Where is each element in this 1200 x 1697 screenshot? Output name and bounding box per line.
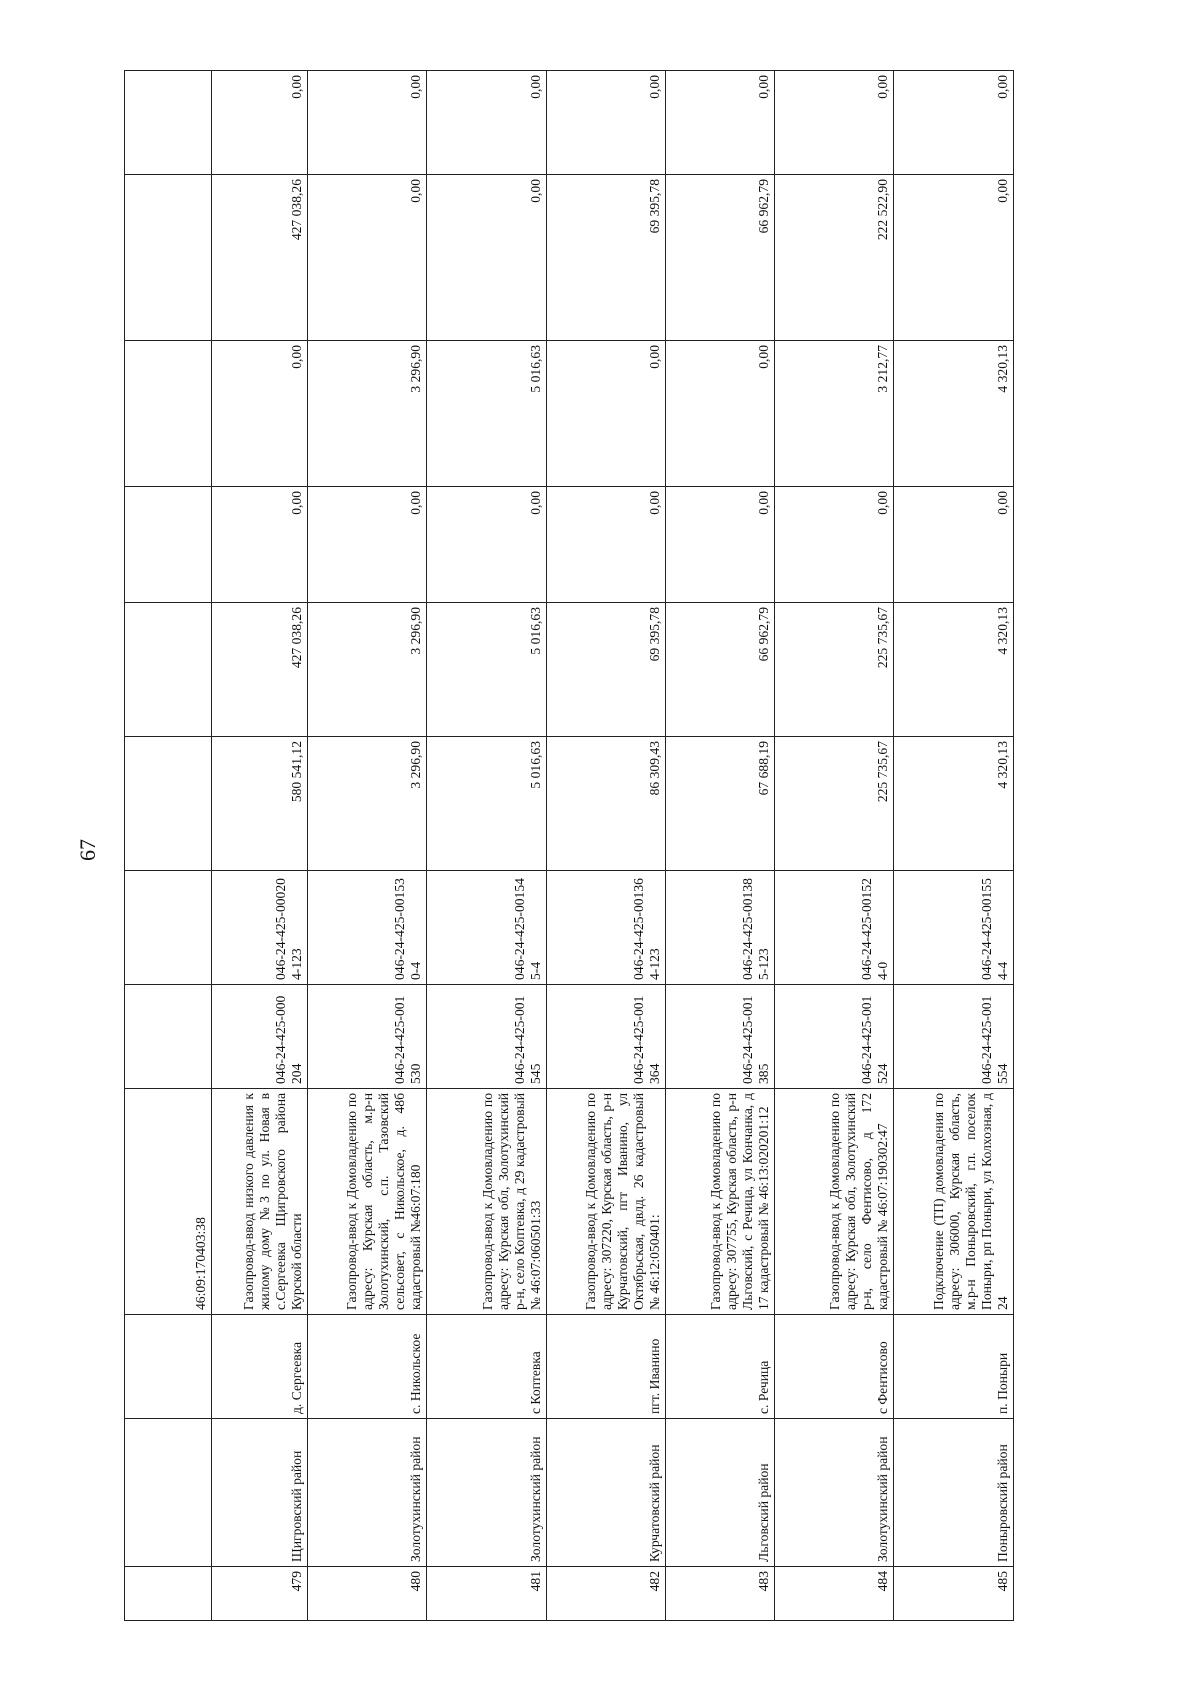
- cell-value-1: 5 016,63: [427, 737, 547, 871]
- cell-value-4: 5 016,63: [427, 341, 547, 487]
- cell-value-6: 0,00: [894, 71, 1014, 175]
- cell-value-6: 0,00: [427, 71, 547, 175]
- cell-value-4: 3 212,77: [774, 341, 894, 487]
- cell-value-1: 4 320,13: [894, 737, 1014, 871]
- cell-object-code: 046-24-425-000204-123: [211, 871, 307, 985]
- cell-value-4: 0,00: [666, 341, 775, 487]
- cell-value-6: 0,00: [666, 71, 775, 175]
- cell-value-2: 4 320,13: [894, 603, 1014, 737]
- table-row: [427, 71, 547, 1621]
- asset-register-table: [124, 70, 1014, 1621]
- cell-empty: [125, 737, 212, 871]
- cell-description: Газопровод-ввод к Домовладению по адресу: Курская обл, Золотухинский р-н, село Фентисово, д 172 кадастровый № 46:07:190302:47: [774, 1089, 894, 1315]
- cell-value-6: 0,00: [307, 71, 427, 175]
- rotated-table-container: [124, 71, 1014, 1621]
- cell-value-3: 0,00: [774, 487, 894, 603]
- cell-value-3: 0,00: [211, 487, 307, 603]
- cell-description: Газопровод-ввод к Домовладению по адресу: 307220, Курская область, р-н Курчатовский, пгт Иванино, ул Октябрьская, двлд. 26 кадастровый № 46:12:050401:: [546, 1089, 666, 1315]
- table-row: [774, 71, 894, 1621]
- cell-value-5: 0,00: [307, 175, 427, 341]
- cell-number: 482: [546, 1567, 666, 1621]
- cell-value-1: 86 309,43: [546, 737, 666, 871]
- cell-value-5: 222 522,90: [774, 175, 894, 341]
- cell-value-2: 3 296,90: [307, 603, 427, 737]
- cell-value-1: 580 541,12: [211, 737, 307, 871]
- cell-empty: [125, 487, 212, 603]
- table-row: [211, 71, 307, 1621]
- cell-number: 481: [427, 1567, 547, 1621]
- table-row: [894, 71, 1014, 1621]
- cell-value-3: 0,00: [307, 487, 427, 603]
- cell-value-3: 0,00: [894, 487, 1014, 603]
- cell-object-code: 046-24-425-001545-4: [427, 871, 547, 985]
- cell-empty: [125, 341, 212, 487]
- cell-object-code: 046-24-425-001524-0: [774, 871, 894, 985]
- cell-district: Курчатовский район: [546, 1419, 666, 1567]
- cell-value-5: 0,00: [894, 175, 1014, 341]
- cell-district: Льговский район: [666, 1419, 775, 1567]
- cell-value-1: 225 735,67: [774, 737, 894, 871]
- cell-inventory-number: 046-24-425-001364: [546, 985, 666, 1089]
- cell-value-1: 3 296,90: [307, 737, 427, 871]
- cell-value-6: 0,00: [211, 71, 307, 175]
- cell-description: Газопровод-ввод к Домовладению по адресу: 307755, Курская область, р-н Льговский, с Речица, ул Кончанка, д 17 кадастровый № 46:13:020201:12: [666, 1089, 775, 1315]
- cell-value-2: 427 038,26: [211, 603, 307, 737]
- cell-value-5: 427 038,26: [211, 175, 307, 341]
- cell-inventory-number: 046-24-425-000204: [211, 985, 307, 1089]
- cell-settlement: пгт. Иванино: [546, 1315, 666, 1419]
- cell-value-2: 69 395,78: [546, 603, 666, 737]
- cell-settlement: с Фентисово: [774, 1315, 894, 1419]
- cell-empty: [125, 175, 212, 341]
- cell-settlement: с Коптевка: [427, 1315, 547, 1419]
- cell-value-5: 0,00: [427, 175, 547, 341]
- cell-number: 485: [894, 1567, 1014, 1621]
- cell-value-4: 0,00: [546, 341, 666, 487]
- cell-number: 479: [211, 1567, 307, 1621]
- cell-value-6: 0,00: [774, 71, 894, 175]
- cell-description: Газопровод-ввод к Домовладению по адресу: Курская область, м.р-н Золотухинский, с.п. Тазовский сельсовет, с Никольское, д. 48б кадастровый №46:07:180: [307, 1089, 427, 1315]
- cell-object-code: 046-24-425-001554-4: [894, 871, 1014, 985]
- cell-value-4: 4 320,13: [894, 341, 1014, 487]
- cell-empty: [125, 71, 212, 175]
- cell-value-2: 66 962,79: [666, 603, 775, 737]
- cell-number: 484: [774, 1567, 894, 1621]
- cell-value-3: 0,00: [666, 487, 775, 603]
- cell-value-4: 3 296,90: [307, 341, 427, 487]
- cell-district: Золотухинский район: [427, 1419, 547, 1567]
- cell-value-4: 0,00: [211, 341, 307, 487]
- cell-value-3: 0,00: [427, 487, 547, 603]
- table-row-continued: [125, 71, 212, 1621]
- cell-settlement: п. Поныри: [894, 1315, 1014, 1419]
- cell-district: Поныровский район: [894, 1419, 1014, 1567]
- cell-value-2: 5 016,63: [427, 603, 547, 737]
- cell-number: 480: [307, 1567, 427, 1621]
- cell-inventory-number: 046-24-425-001530: [307, 985, 427, 1089]
- cell-district: Щигровский район: [211, 1419, 307, 1567]
- cell-inventory-number: 046-24-425-001554: [894, 985, 1014, 1089]
- cell-empty: [125, 603, 212, 737]
- cell-number: 483: [666, 1567, 775, 1621]
- cell-object-code: 046-24-425-001385-123: [666, 871, 775, 985]
- cell-empty: [125, 1315, 212, 1419]
- page-number: 67: [75, 839, 100, 861]
- table-row: [307, 71, 427, 1621]
- cell-settlement: с. Никольское: [307, 1315, 427, 1419]
- cell-object-code: 046-24-425-001530-4: [307, 871, 427, 985]
- cell-value-2: 225 735,67: [774, 603, 894, 737]
- cell-description: Газопровод-ввод к Домовладению по адресу: Курская обл, Золотухинский р-н, село Коптевка, д 29 кадастровый № 46:07:060501:33: [427, 1089, 547, 1315]
- cell-settlement: с. Речица: [666, 1315, 775, 1419]
- cell-empty: [125, 871, 212, 985]
- cell-value-5: 69 395,78: [546, 175, 666, 341]
- cell-cadastral: 46:09:170403:38: [125, 1089, 212, 1315]
- cell-empty: [125, 985, 212, 1089]
- cell-inventory-number: 046-24-425-001524: [774, 985, 894, 1089]
- cell-district: Золотухинский район: [307, 1419, 427, 1567]
- cell-inventory-number: 046-24-425-001545: [427, 985, 547, 1089]
- table-row: [666, 71, 775, 1621]
- cell-object-code: 046-24-425-001364-123: [546, 871, 666, 985]
- cell-inventory-number: 046-24-425-001385: [666, 985, 775, 1089]
- cell-settlement: д. Сергеевка: [211, 1315, 307, 1419]
- cell-value-1: 67 688,19: [666, 737, 775, 871]
- cell-value-5: 66 962,79: [666, 175, 775, 341]
- cell-description: Газопровод-ввод низкого давления к жилому дому №3 по ул. Новая в с.Сергеевка Щигровского района Курской области: [211, 1089, 307, 1315]
- cell-empty: [125, 1567, 212, 1621]
- cell-description: Подключение (ТП) домовладения по адресу: 306000, Курская область, м.р-н Поныровский, г.п. поселок Поныри, рп Поныри, ул Колхозная, д 24: [894, 1089, 1014, 1315]
- cell-empty: [125, 1419, 212, 1567]
- cell-district: Золотухинский район: [774, 1419, 894, 1567]
- table-row: [546, 71, 666, 1621]
- cell-value-6: 0,00: [546, 71, 666, 175]
- cell-value-3: 0,00: [546, 487, 666, 603]
